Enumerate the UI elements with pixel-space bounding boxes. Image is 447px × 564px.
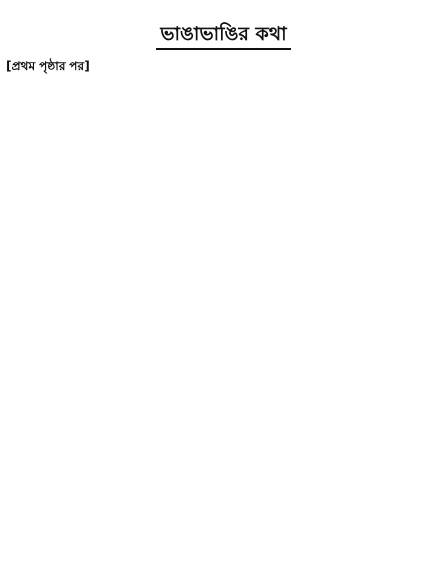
headline-container: [6, 22, 441, 50]
article-headline: ভাঙাভাঙির কথা: [156, 22, 290, 50]
article-body: [6, 58, 441, 75]
cut-off-previous-line: [6, 2, 441, 16]
continuation-tag: [প্রথম পৃষ্ঠার পর]: [6, 59, 90, 73]
